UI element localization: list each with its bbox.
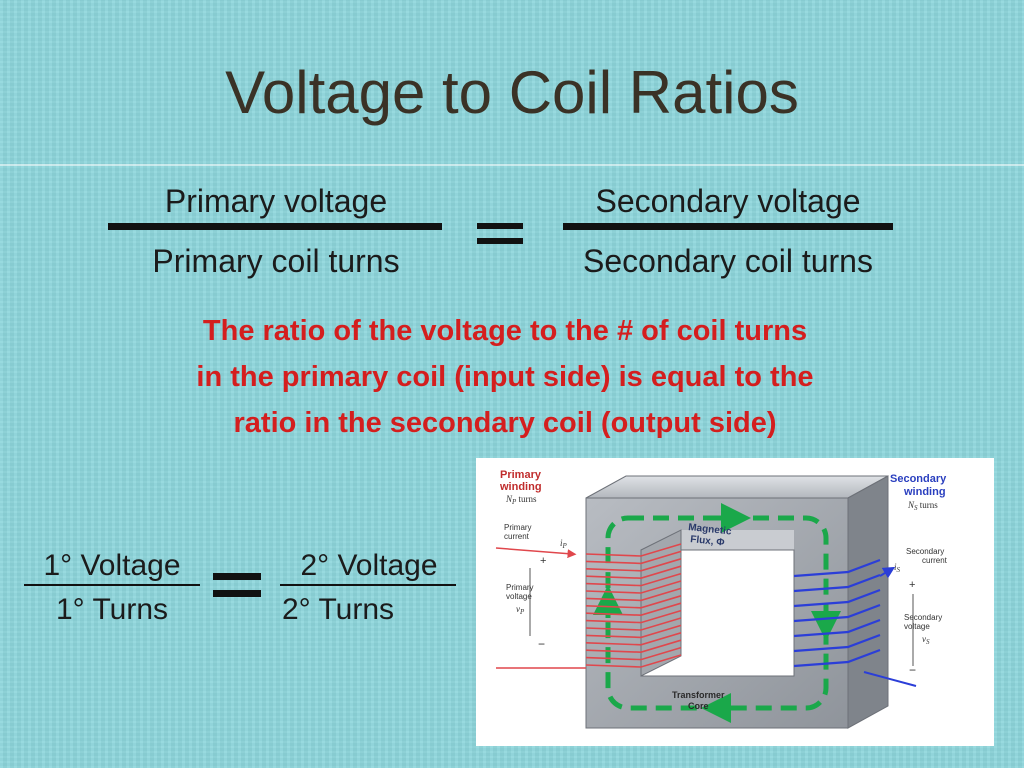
secondary-turns-label: $N_S$ turns <box>908 500 938 512</box>
secondary-current-label-1: Secondary <box>906 547 945 556</box>
secondary-minus-sign: − <box>909 663 917 677</box>
secondary-voltage-label: Secondary voltage <box>595 183 861 219</box>
primary-lead-top <box>496 548 572 554</box>
ratio-description <box>90 308 920 446</box>
equals-sign-top <box>477 223 523 229</box>
primary-current-label-1: Primary <box>504 523 532 532</box>
primary-winding-title-2: winding <box>500 481 542 493</box>
secondary-current-symbol: $i_S$ <box>894 562 901 574</box>
short-primary-bar <box>24 584 200 586</box>
primary-voltage-label-1: Primary <box>506 583 534 592</box>
secondary-plus-sign: + <box>909 579 916 591</box>
primary-current-label-2: current <box>504 532 529 541</box>
secondary-voltage-label-2: voltage <box>904 622 930 631</box>
short-secondary-turns: 2° Turns <box>282 593 395 626</box>
secondary-current-label-2: current <box>922 556 947 565</box>
secondary-coil-turns-label: Secondary coil turns <box>583 243 873 279</box>
core-top-face <box>586 476 888 498</box>
equals-sign-bottom <box>477 238 523 244</box>
title-divider <box>0 164 1024 166</box>
secondary-voltage-symbol: $v_S$ <box>922 634 930 646</box>
primary-voltage-symbol: $v_P$ <box>516 604 525 616</box>
short-equals-bottom <box>213 590 261 597</box>
primary-plus-sign: + <box>540 555 547 567</box>
short-secondary-voltage: 2° Voltage <box>300 549 438 582</box>
short-secondary-bar <box>280 584 456 586</box>
primary-turns-label: $N_P$ turns <box>506 494 537 506</box>
short-primary-turns: 1° Turns <box>55 593 169 626</box>
secondary-winding-title-2: winding <box>904 486 946 498</box>
primary-voltage-label-2: voltage <box>506 592 532 601</box>
primary-coil-turns-label: Primary coil turns <box>152 243 400 279</box>
transformer-core-label-1: Transformer <box>672 690 725 700</box>
short-primary-voltage: 1° Voltage <box>43 549 181 582</box>
magnetic-flux-label-1: Magnetic <box>687 522 732 538</box>
description-line-2: in the primary coil (input side) is equal to the <box>196 361 814 393</box>
description-line-3: ratio in the secondary coil (output side) <box>233 407 777 439</box>
primary-minus-sign: − <box>538 637 546 651</box>
magnetic-flux-label-2: Flux, Φ <box>689 534 725 549</box>
short-equals-top <box>213 573 261 580</box>
secondary-voltage-label-1: Secondary <box>904 613 943 622</box>
primary-voltage-label: Primary voltage <box>164 183 388 219</box>
secondary-winding-title-1: Secondary <box>890 473 947 485</box>
core-side-face <box>848 476 888 728</box>
transformer-diagram <box>476 458 994 746</box>
page-title: Voltage to Coil Ratios <box>225 59 799 126</box>
primary-fraction-bar <box>108 223 442 230</box>
primary-winding-title-1: Primary <box>500 469 541 481</box>
primary-current-symbol: $i_P$ <box>560 538 567 550</box>
description-line-1: The ratio of the voltage to the # of coil turns <box>202 315 808 347</box>
secondary-fraction-bar <box>563 223 893 230</box>
transformer-core-label-2: Core <box>688 701 709 711</box>
